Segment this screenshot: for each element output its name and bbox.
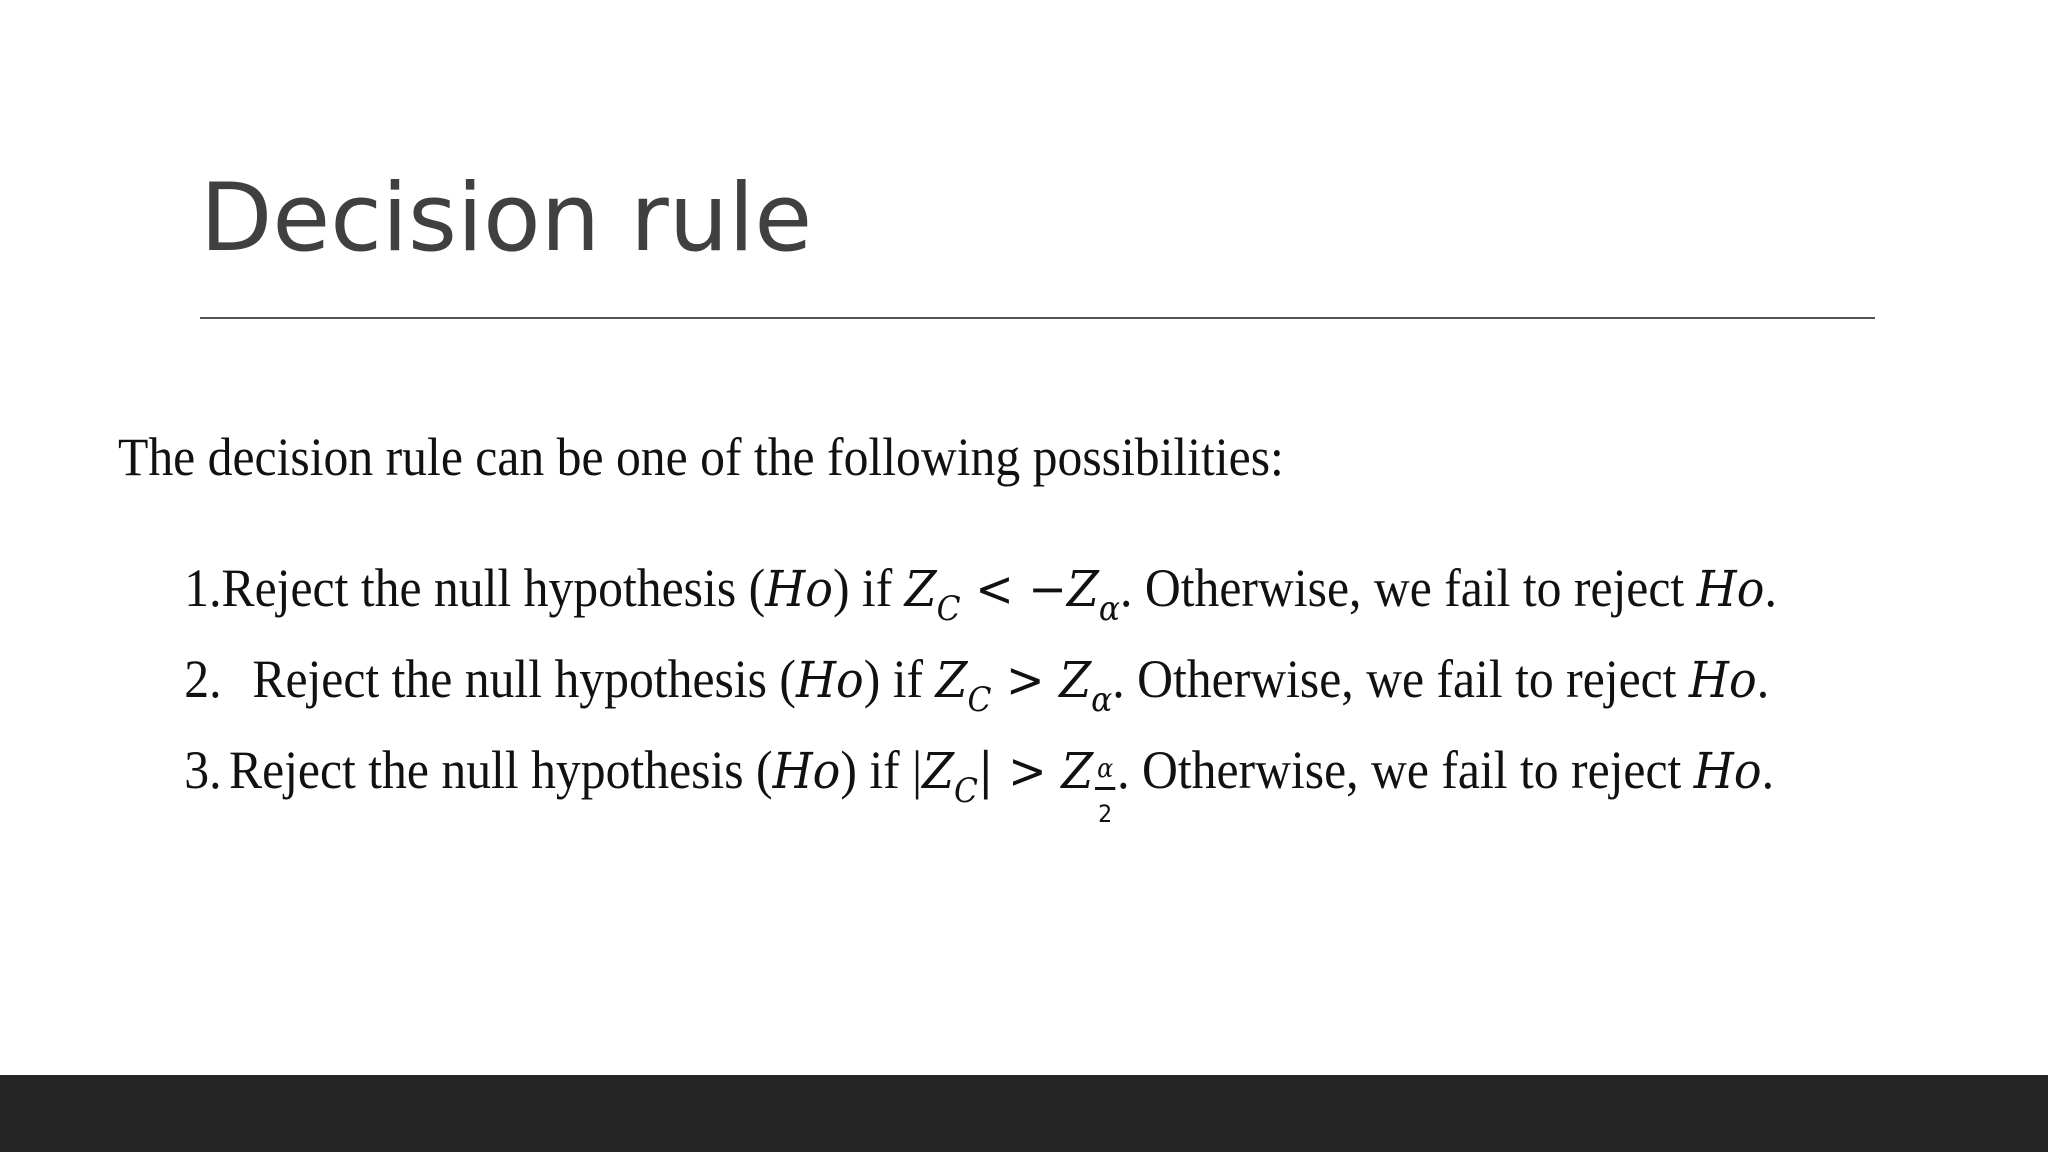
alpha-subscript: α	[1098, 589, 1121, 629]
alpha-over-two-fraction	[1093, 754, 1117, 828]
null-hypothesis-symbol: Ho	[765, 560, 833, 618]
rule-text	[252, 634, 1769, 725]
z-critical-symbol: Z	[1059, 651, 1092, 709]
fraction-denominator: 2	[1098, 800, 1113, 828]
comparison-operator: >	[991, 651, 1060, 709]
decision-rule-list	[118, 543, 1918, 828]
slide-content	[118, 425, 1918, 828]
alpha-subscript: α	[1091, 680, 1113, 720]
rule-lead: Reject the null hypothesis (	[221, 558, 766, 618]
decision-rule-2	[118, 634, 1774, 725]
null-hypothesis-symbol: Ho	[795, 651, 864, 709]
comparison-operator: | >	[977, 742, 1062, 800]
title-divider	[200, 317, 1875, 319]
null-hypothesis-end-symbol: Ho	[1688, 651, 1757, 709]
null-hypothesis-end-symbol: Ho	[1693, 742, 1762, 800]
decision-rule-1	[118, 543, 1777, 634]
comparison-operator: < −	[960, 560, 1067, 618]
rule-number: 3.	[184, 740, 222, 800]
rule-lead: Reject the null hypothesis (	[228, 740, 773, 800]
fraction-numerator: α	[1097, 754, 1114, 784]
rule-period: .	[1756, 649, 1770, 709]
z-calc-subscript: C	[954, 771, 978, 811]
z-calc-symbol: Z	[935, 651, 968, 709]
rule-if: ) if	[832, 558, 905, 618]
z-calc-subscript: C	[967, 680, 992, 720]
fraction-bar	[1095, 787, 1115, 790]
z-critical-symbol: Z	[1066, 560, 1099, 618]
rule-text	[222, 543, 1777, 634]
decision-rule-3	[118, 725, 1774, 828]
rule-period: .	[1761, 740, 1774, 800]
null-hypothesis-symbol: Ho	[772, 742, 841, 800]
z-calc-symbol: Z	[922, 742, 955, 800]
rule-period: .	[1764, 558, 1777, 618]
null-hypothesis-end-symbol: Ho	[1696, 560, 1765, 618]
rule-if: ) if |	[840, 740, 923, 800]
rule-tail: . Otherwise, we fail to reject	[1112, 649, 1689, 709]
rule-text	[228, 725, 1774, 828]
intro-text: The decision rule can be one of the following possibilities:	[118, 427, 1284, 487]
rule-lead: Reject the null hypothesis (	[252, 649, 796, 709]
page-title: Decision rule	[200, 164, 813, 273]
rule-number: 2.	[184, 649, 222, 709]
z-calc-symbol: Z	[904, 560, 937, 618]
footer-bar	[0, 1075, 2048, 1152]
rule-number: 1.	[184, 558, 222, 618]
z-calc-subscript: C	[936, 589, 961, 629]
z-critical-symbol: Z	[1061, 742, 1094, 800]
rule-tail: . Otherwise, we fail to reject	[1120, 558, 1697, 618]
rule-if: ) if	[863, 649, 936, 709]
rule-tail: . Otherwise, we fail to reject	[1117, 740, 1694, 800]
